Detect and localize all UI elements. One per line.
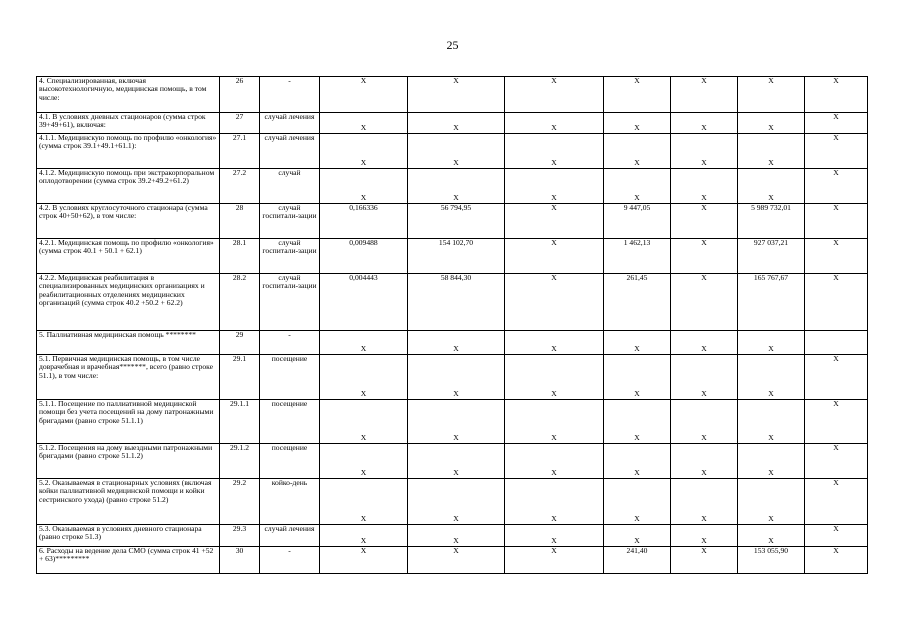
row-value-cell: X xyxy=(671,204,738,239)
row-name-cell: 4.1.2. Медицинскую помощь при экстракорпоральном оплодотворении (сумма строк 39.2+49.2+61.2) xyxy=(37,169,220,204)
row-value-cell: X xyxy=(505,400,604,444)
row-value-cell: X xyxy=(604,525,671,547)
row-last-value-cell: X xyxy=(805,113,868,134)
row-value-cell: X xyxy=(408,113,505,134)
row-value-cell: X xyxy=(671,331,738,355)
row-value-cell: X xyxy=(320,479,408,525)
table-row xyxy=(37,400,868,444)
row-value-cell: X xyxy=(671,525,738,547)
row-code-cell: 26 xyxy=(220,77,260,113)
row-value-cell: X xyxy=(671,274,738,331)
row-unit-cell: - xyxy=(260,547,320,574)
row-value-cell: X xyxy=(604,355,671,400)
row-value-cell: X xyxy=(505,113,604,134)
table-row xyxy=(37,547,868,574)
row-value-cell: X xyxy=(738,525,805,547)
row-unit-cell: случай лечения xyxy=(260,134,320,169)
row-last-value-cell: X xyxy=(805,239,868,274)
row-code-cell: 29 xyxy=(220,331,260,355)
row-value-cell: 261,45 xyxy=(604,274,671,331)
row-value-cell: X xyxy=(408,77,505,113)
row-value-cell: 241,40 xyxy=(604,547,671,574)
row-unit-cell: случай госпитали-зации xyxy=(260,274,320,331)
row-code-cell: 29.3 xyxy=(220,525,260,547)
row-value-cell: X xyxy=(738,331,805,355)
row-value-cell: X xyxy=(505,525,604,547)
row-name-cell: 4.2. В условиях круглосуточного стационара (сумма строк 40+50+62), в том числе: xyxy=(37,204,220,239)
row-value-cell: 56 794,95 xyxy=(408,204,505,239)
row-unit-cell: случай xyxy=(260,169,320,204)
row-value-cell: X xyxy=(671,355,738,400)
row-value-cell: 1 462,13 xyxy=(604,239,671,274)
row-value-cell: X xyxy=(604,77,671,113)
table-row xyxy=(37,274,868,331)
row-unit-cell: случай госпитали-зации xyxy=(260,204,320,239)
row-value-cell: X xyxy=(505,169,604,204)
row-last-value-cell: X xyxy=(805,355,868,400)
row-name-cell: 5.3. Оказываемая в условиях дневного стационара (равно строке 51.3) xyxy=(37,525,220,547)
table-row xyxy=(37,169,868,204)
row-value-cell: X xyxy=(320,525,408,547)
row-name-cell: 5.2. Оказываемая в стационарных условиях (включая койки паллиативной медицинской помощи и койки сестринского ухода) (равно строке 51.2) xyxy=(37,479,220,525)
row-value-cell: X xyxy=(408,525,505,547)
table-row xyxy=(37,204,868,239)
row-value-cell: X xyxy=(505,77,604,113)
row-name-cell: 4.2.2. Медицинская реабилитация в специализированных медицинских организациях и реабилитационных отделениях медицинских организаций (сумма строк 40.2 +50.2 + 62.2) xyxy=(37,274,220,331)
row-value-cell: X xyxy=(505,444,604,479)
row-code-cell: 27.1 xyxy=(220,134,260,169)
row-code-cell: 29.1 xyxy=(220,355,260,400)
row-value-cell: 927 037,21 xyxy=(738,239,805,274)
row-value-cell: X xyxy=(671,444,738,479)
row-value-cell: X xyxy=(505,547,604,574)
row-value-cell: X xyxy=(408,479,505,525)
row-last-value-cell xyxy=(805,331,868,355)
row-unit-cell: - xyxy=(260,77,320,113)
row-value-cell: X xyxy=(320,547,408,574)
row-value-cell: X xyxy=(604,169,671,204)
row-value-cell: X xyxy=(505,204,604,239)
table-row xyxy=(37,113,868,134)
row-value-cell: 9 447,05 xyxy=(604,204,671,239)
row-value-cell: X xyxy=(671,113,738,134)
row-code-cell: 29.1.2 xyxy=(220,444,260,479)
table-row xyxy=(37,444,868,479)
row-last-value-cell: X xyxy=(805,525,868,547)
row-code-cell: 28.1 xyxy=(220,239,260,274)
row-unit-cell: случай лечения xyxy=(260,113,320,134)
row-last-value-cell: X xyxy=(805,479,868,525)
page-number: 25 xyxy=(446,38,459,52)
row-unit-cell: посещение xyxy=(260,400,320,444)
row-value-cell: X xyxy=(320,134,408,169)
row-value-cell: 153 055,90 xyxy=(738,547,805,574)
data-table xyxy=(36,76,868,574)
row-value-cell: X xyxy=(408,355,505,400)
row-code-cell: 29.1.1 xyxy=(220,400,260,444)
row-value-cell: X xyxy=(320,355,408,400)
row-value-cell: X xyxy=(320,444,408,479)
row-value-cell: X xyxy=(671,547,738,574)
table-row xyxy=(37,525,868,547)
row-last-value-cell: X xyxy=(805,134,868,169)
row-name-cell: 6. Расходы на ведение дела СМО (сумма строк 41 +52 + 63)********* xyxy=(37,547,220,574)
table-row xyxy=(37,355,868,400)
row-value-cell: X xyxy=(671,239,738,274)
row-name-cell: 4. Специализированная, включая высокотехнологичную, медицинская помощь, в том числе: xyxy=(37,77,220,113)
table-row xyxy=(37,239,868,274)
row-value-cell: 0,166336 xyxy=(320,204,408,239)
row-name-cell: 4.2.1. Медицинская помощь по профилю «онкология» (сумма строк 40.1 + 50.1 + 62.1) xyxy=(37,239,220,274)
row-value-cell: 165 767,67 xyxy=(738,274,805,331)
row-value-cell: X xyxy=(505,479,604,525)
row-value-cell: 0,009488 xyxy=(320,239,408,274)
row-value-cell: X xyxy=(671,134,738,169)
row-value-cell: X xyxy=(408,134,505,169)
row-value-cell: X xyxy=(738,400,805,444)
row-value-cell: X xyxy=(738,169,805,204)
row-code-cell: 27 xyxy=(220,113,260,134)
row-code-cell: 27.2 xyxy=(220,169,260,204)
row-name-cell: 5.1.2. Посещения на дому выездными патронажными бригадами (равно строке 51.1.2) xyxy=(37,444,220,479)
row-last-value-cell: X xyxy=(805,274,868,331)
row-value-cell: X xyxy=(604,113,671,134)
row-value-cell: X xyxy=(505,355,604,400)
row-value-cell: X xyxy=(505,134,604,169)
row-value-cell: X xyxy=(738,444,805,479)
row-value-cell: X xyxy=(505,274,604,331)
table-row xyxy=(37,331,868,355)
row-code-cell: 28 xyxy=(220,204,260,239)
row-value-cell: X xyxy=(671,400,738,444)
table-row xyxy=(37,77,868,113)
row-name-cell: 4.1. В условиях дневных стационаров (сумма строк 39+49+61), включая: xyxy=(37,113,220,134)
row-value-cell: X xyxy=(738,77,805,113)
row-last-value-cell: X xyxy=(805,400,868,444)
row-last-value-cell: X xyxy=(805,169,868,204)
row-value-cell: X xyxy=(738,479,805,525)
row-value-cell: X xyxy=(408,547,505,574)
row-value-cell: X xyxy=(604,479,671,525)
row-last-value-cell: X xyxy=(805,444,868,479)
row-name-cell: 4.1.1. Медицинскую помощь по профилю «онкология» (сумма строк 39.1+49.1+61.1): xyxy=(37,134,220,169)
row-last-value-cell: X xyxy=(805,77,868,113)
row-unit-cell: посещение xyxy=(260,355,320,400)
row-code-cell: 28.2 xyxy=(220,274,260,331)
row-value-cell: X xyxy=(738,355,805,400)
row-value-cell: X xyxy=(671,479,738,525)
row-unit-cell: койко-день xyxy=(260,479,320,525)
row-value-cell: X xyxy=(671,77,738,113)
table-row xyxy=(37,134,868,169)
row-value-cell: X xyxy=(505,239,604,274)
row-unit-cell: случай лечения xyxy=(260,525,320,547)
row-value-cell: X xyxy=(738,134,805,169)
row-value-cell: X xyxy=(408,169,505,204)
row-name-cell: 5. Паллиативная медицинская помощь ******** xyxy=(37,331,220,355)
row-value-cell: X xyxy=(320,77,408,113)
row-value-cell: X xyxy=(320,331,408,355)
row-code-cell: 29.2 xyxy=(220,479,260,525)
row-value-cell: X xyxy=(604,331,671,355)
row-unit-cell: - xyxy=(260,331,320,355)
row-value-cell: X xyxy=(604,134,671,169)
row-value-cell: X xyxy=(408,444,505,479)
row-value-cell: X xyxy=(320,113,408,134)
row-unit-cell: посещение xyxy=(260,444,320,479)
row-value-cell: X xyxy=(320,400,408,444)
row-value-cell: X xyxy=(671,169,738,204)
row-last-value-cell: X xyxy=(805,204,868,239)
row-value-cell: 5 989 732,01 xyxy=(738,204,805,239)
row-value-cell: 154 102,70 xyxy=(408,239,505,274)
row-unit-cell: случай госпитали-зации xyxy=(260,239,320,274)
row-value-cell: 58 844,30 xyxy=(408,274,505,331)
row-value-cell: X xyxy=(408,331,505,355)
row-value-cell: X xyxy=(738,113,805,134)
row-code-cell: 30 xyxy=(220,547,260,574)
row-last-value-cell: X xyxy=(805,547,868,574)
row-value-cell: X xyxy=(604,400,671,444)
row-value-cell: X xyxy=(505,331,604,355)
row-name-cell: 5.1. Первичная медицинская помощь, в том числе доврачебная и врачебная*******, всего (равно строке 51.1), в том числе: xyxy=(37,355,220,400)
row-value-cell: X xyxy=(320,169,408,204)
row-value-cell: 0,004443 xyxy=(320,274,408,331)
row-name-cell: 5.1.1. Посещение по паллиативной медицинской помощи без учета посещений на дому патронажными бригадами (равно строке 51.1.1) xyxy=(37,400,220,444)
row-value-cell: X xyxy=(408,400,505,444)
row-value-cell: X xyxy=(604,444,671,479)
table-row xyxy=(37,479,868,525)
